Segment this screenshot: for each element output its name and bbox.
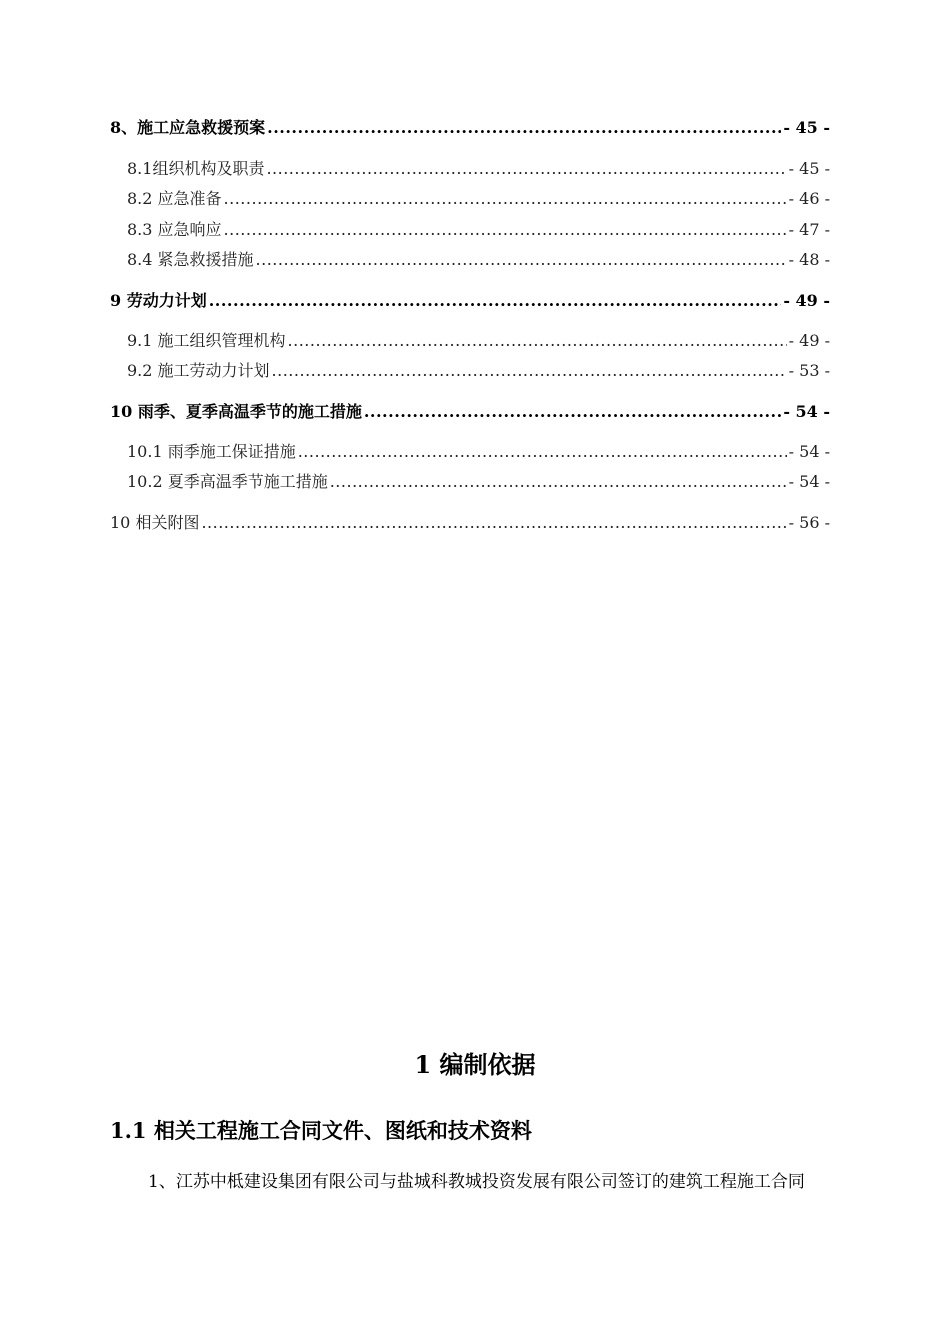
toc-entry[interactable] — [127, 438, 830, 462]
toc-leader-dots — [272, 361, 787, 381]
toc-leader-dots — [330, 472, 787, 492]
toc-page-number: - 54 - — [788, 442, 830, 461]
toc-page-number: - 46 - — [788, 189, 830, 208]
toc-entry[interactable] — [110, 398, 830, 422]
toc-entry-title: 9 劳动力计划 — [110, 291, 207, 310]
toc-page-number: - 56 - — [788, 513, 830, 532]
toc-entry-title: 10.2 夏季高温季节施工措施 — [127, 472, 328, 491]
toc-entry[interactable] — [127, 216, 830, 240]
toc-leader-dots — [364, 402, 781, 422]
toc-entry[interactable] — [127, 246, 830, 270]
toc-entry-title: 9.2 施工劳动力计划 — [127, 361, 270, 380]
toc-entry[interactable] — [110, 114, 830, 138]
toc-entry[interactable] — [127, 327, 830, 351]
toc-page-number: - 49 - — [783, 291, 830, 310]
toc-leader-dots — [288, 331, 787, 351]
toc-leader-dots — [256, 250, 787, 270]
toc-entry-title: 8.3 应急响应 — [127, 220, 222, 239]
toc-page-number: - 54 - — [783, 402, 830, 421]
toc-leader-dots — [298, 442, 787, 462]
chapter-heading: 1 编制依据 — [414, 1050, 536, 1079]
toc-entry-title: 10.1 雨季施工保证措施 — [127, 442, 296, 461]
toc-entry-title: 10 相关附图 — [110, 513, 200, 532]
toc-page-number: - 53 - — [788, 361, 830, 380]
toc-page-number: - 49 - — [788, 331, 830, 350]
toc-leader-dots — [209, 291, 782, 311]
toc-entry[interactable] — [127, 468, 830, 492]
toc-leader-dots — [266, 159, 786, 179]
toc-leader-dots — [224, 220, 787, 240]
toc-entry[interactable] — [127, 357, 830, 381]
toc-leader-dots — [224, 189, 787, 209]
toc-entry[interactable] — [110, 509, 830, 533]
toc-leader-dots — [267, 118, 781, 138]
toc-entry-title: 8.4 紧急救援措施 — [127, 250, 254, 269]
toc-entry-title: 8、施工应急救援预案 — [110, 118, 266, 137]
toc-entry-title: 8.2 应急准备 — [127, 189, 222, 208]
toc-entry[interactable] — [127, 155, 830, 179]
toc-entry-title: 8.1组织机构及职责 — [127, 159, 265, 178]
section-heading: 1.1 相关工程施工合同文件、图纸和技术资料 — [110, 1118, 532, 1143]
toc-page-number: - 45 - — [783, 118, 830, 137]
body-paragraph: 1、江苏中柢建设集团有限公司与盐城科教城投资发展有限公司签订的建筑工程施工合同 — [148, 1172, 805, 1192]
toc-page-number: - 47 - — [788, 220, 830, 239]
toc-entry[interactable] — [127, 185, 830, 209]
toc-entry-title: 9.1 施工组织管理机构 — [127, 331, 286, 350]
toc-entry[interactable] — [110, 287, 830, 311]
toc-leader-dots — [201, 513, 786, 533]
toc-page-number: - 54 - — [788, 472, 830, 491]
toc-page-number: - 48 - — [788, 250, 830, 269]
toc-entry-title: 10 雨季、夏季高温季节的施工措施 — [110, 402, 362, 421]
toc-page-number: - 45 - — [788, 159, 830, 178]
